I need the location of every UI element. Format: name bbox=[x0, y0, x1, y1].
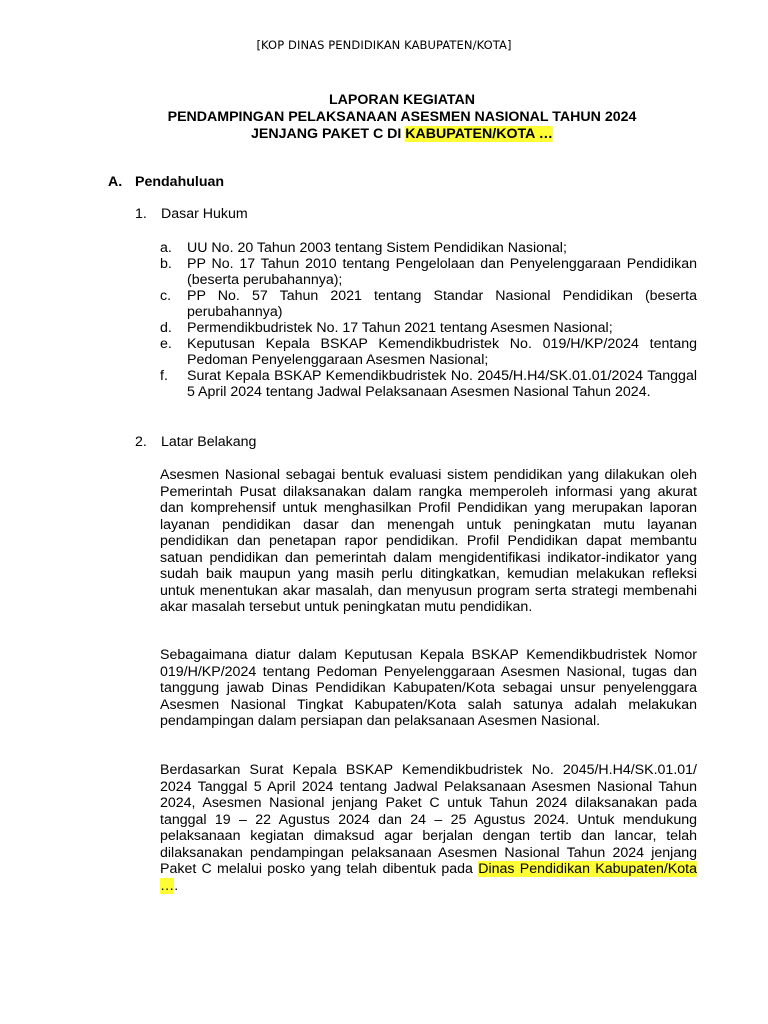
report-title: LAPORAN KEGIATAN bbox=[328, 92, 476, 108]
list-item-letter: f. bbox=[160, 368, 168, 384]
legal-basis-list bbox=[160, 240, 697, 400]
list-item bbox=[160, 336, 697, 368]
subsection-2-title: Latar Belakang bbox=[161, 434, 257, 450]
list-item-text: UU No. 20 Tahun 2003 tentang Sistem Pendidikan Nasional; bbox=[187, 240, 567, 256]
background-paragraph-1: Asesmen Nasional sebagai bentuk evaluasi sistem pendidikan yang dilakukan oleh Pemerintah Pusat dilaksanakan dalam rangka memperoleh informasi yang akurat dan komprehensif untuk menghasilkan Profil Pendidikan yang merupakan laporan layanan pendidikan dasar dan menengah untuk peningkatan mutu layanan pendidikan dan penetapan rapor pendidikan. Profil Pendidikan dapat membantu satuan pendidikan dan pemerintah dalam mengidentifikasi indikator-indikator yang sudah baik maupun yang masih perlu ditingkatkan, kemudian melakukan refleksi untuk menentukan akar masalah, dan menyusun program serta strategi membenahi akar masalah tersebut untuk peningkatan mutu pendidikan. bbox=[160, 467, 697, 615]
section-a-heading bbox=[108, 174, 224, 191]
list-item bbox=[160, 288, 697, 320]
list-item bbox=[160, 368, 697, 400]
list-item-text: PP No. 17 Tahun 2010 tentang Pengelolaan dan Penyelenggaraan Pendidikan (beserta perubahannya); bbox=[187, 256, 697, 288]
list-item-letter: a. bbox=[160, 240, 172, 256]
list-item-text: Surat Kepala BSKAP Kemendikbudristek No. 2045/H.H4/SK.01.01/2024 Tanggal 5 April 2024 tentang Jadwal Pelaksanaan Asesmen Nasional Tahun 2024. bbox=[187, 368, 697, 400]
subtitle-prefix: JENJANG PAKET C DI bbox=[251, 126, 406, 142]
list-item bbox=[160, 256, 697, 288]
list-item-text: Permendikbudristek No. 17 Tahun 2021 tentang Asesmen Nasional; bbox=[187, 320, 613, 336]
list-item bbox=[160, 320, 697, 336]
section-a-label: A. bbox=[108, 174, 123, 190]
report-subtitle: PENDAMPINGAN PELAKSANAAN ASESMEN NASIONAL TAHUN 2024 bbox=[167, 109, 637, 125]
list-item-text: PP No. 57 Tahun 2021 tentang Standar Nasional Pendidikan (beserta perubahannya) bbox=[187, 288, 697, 320]
background-paragraph-3 bbox=[160, 762, 697, 894]
letterhead-placeholder: [KOP DINAS PENDIDIKAN KABUPATEN/KOTA] bbox=[256, 38, 512, 52]
subsection-1-heading bbox=[135, 206, 248, 223]
subsection-1-title: Dasar Hukum bbox=[161, 206, 248, 222]
list-item bbox=[160, 240, 697, 256]
highlighted-office-placeholder: Dinas Pendidikan Kabupaten/Kota … bbox=[160, 861, 697, 894]
paragraph-3-text: Berdasarkan Surat Kepala BSKAP Kemendikbudristek No. 2045/H.H4/SK.01.01/ 2024 Tanggal 5 April 2024 tentang Jadwal Pelaksanaan Asesmen Nasional Tahun 2024, Asesmen Nasional jenjang Paket C untuk Tahun 2024 dilaksanakan pada tanggal 19 – 22 Agustus 2024 dan 24 – 25 Agustus 2024. Untuk mendukung pelaksanaan kegiatan dimaksud agar berjalan dengan tertib dan lancar, telah dilaksanakan pendampingan pelaksanaan Asesmen Nasional Tahun 2024 jenjang Paket C melalui posko yang telah dibentuk pada bbox=[160, 762, 697, 877]
subsection-1-label: 1. bbox=[135, 206, 147, 222]
paragraph-3-end: . bbox=[174, 877, 179, 894]
subsection-2-label: 2. bbox=[135, 434, 147, 450]
list-item-letter: b. bbox=[160, 256, 172, 272]
highlighted-region-placeholder: KABUPATEN/KOTA … bbox=[405, 126, 553, 142]
list-item-letter: c. bbox=[160, 288, 172, 304]
subsection-2-heading bbox=[135, 434, 256, 451]
list-item-text: Keputusan Kepala BSKAP Kemendikbudristek No. 019/H/KP/2024 tentang Pedoman Penyelenggaraan Asesmen Nasional; bbox=[187, 336, 697, 368]
background-paragraph-2: Sebagaimana diatur dalam Keputusan Kepala BSKAP Kemendikbudristek Nomor 019/H/KP/2024 tentang Pedoman Penyelenggaraan Asesmen Nasional, tugas dan tanggung jawab Dinas Pendidikan Kabupaten/Kota sebagai unsur penyelenggara Asesmen Nasional Tingkat Kabupaten/Kota salah satunya adalah melakukan pendampingan dalam persiapan dan pelaksanaan Asesmen Nasional. bbox=[160, 647, 697, 729]
section-a-title: Pendahuluan bbox=[135, 174, 225, 190]
list-item-letter: d. bbox=[160, 320, 172, 336]
report-subtitle-level bbox=[0, 126, 768, 143]
list-item-letter: e. bbox=[160, 336, 172, 352]
